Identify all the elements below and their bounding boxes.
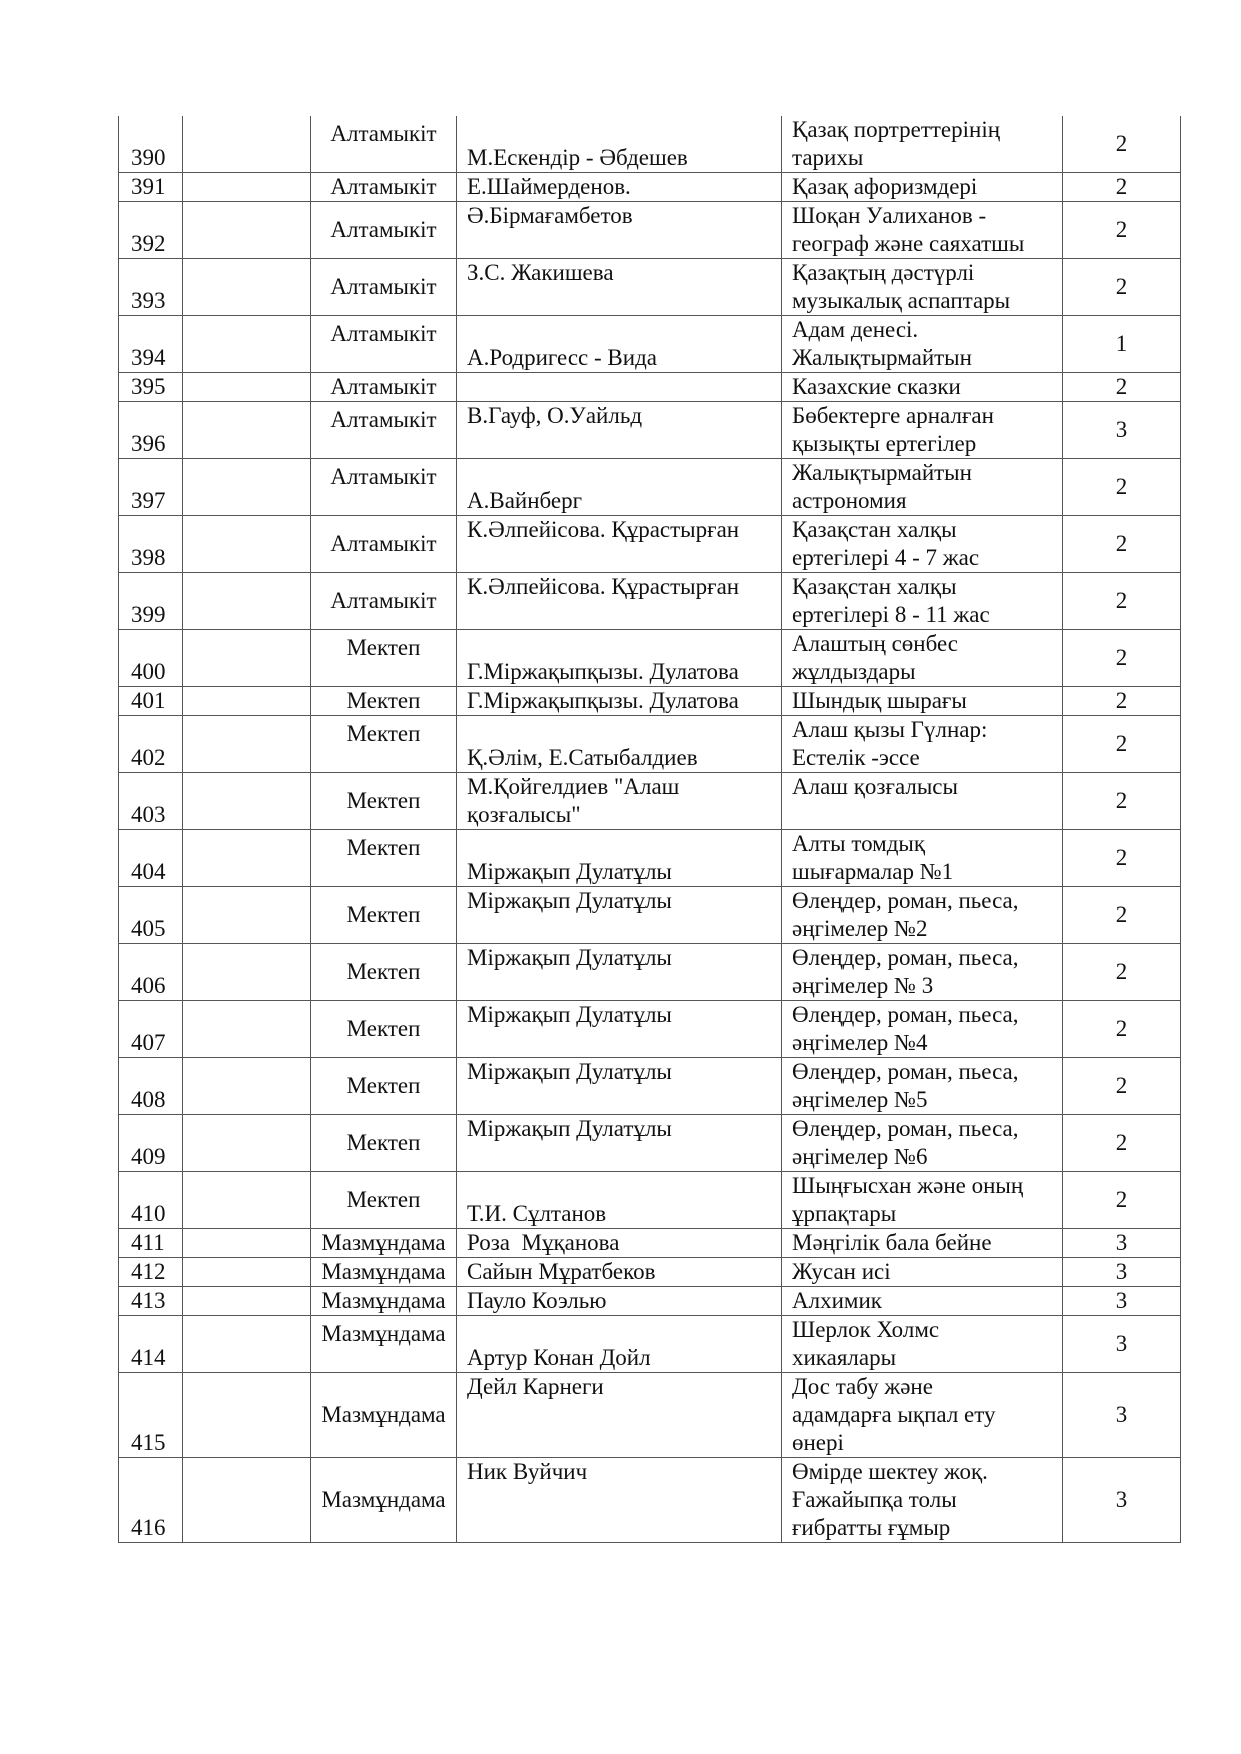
- empty-cell: [183, 173, 311, 202]
- table-row: [119, 1258, 1181, 1287]
- source-cell: Алтамыкіт: [311, 173, 457, 202]
- quantity-cell: 2: [1063, 516, 1181, 573]
- empty-cell: [183, 116, 311, 173]
- source-cell: Мазмұндама: [311, 1458, 457, 1543]
- row-number: 406: [119, 944, 183, 1001]
- row-number: 401: [119, 687, 183, 716]
- title-line: Жалықтырмайтын: [792, 460, 972, 485]
- empty-cell: [183, 1172, 311, 1229]
- book-list-table: [118, 116, 1181, 1543]
- empty-cell: [183, 1287, 311, 1316]
- source-cell: Мектеп: [311, 887, 457, 944]
- title-cell: [782, 716, 1063, 773]
- source-cell: Алтамыкіт: [311, 316, 457, 373]
- author-cell: Г.Міржақыпқызы. Дулатова: [457, 687, 782, 716]
- title-cell: [782, 459, 1063, 516]
- author-cell: Дейл Карнеги: [457, 1373, 782, 1458]
- title-cell: [782, 373, 1063, 402]
- title-cell: [782, 773, 1063, 830]
- source-cell: Мектеп: [311, 687, 457, 716]
- title-line: Қазақстан халқы: [792, 517, 957, 542]
- row-number: 415: [119, 1373, 183, 1458]
- empty-cell: [183, 944, 311, 1001]
- empty-cell: [183, 630, 311, 687]
- row-number: 408: [119, 1058, 183, 1115]
- title-cell: [782, 202, 1063, 259]
- row-number: 398: [119, 516, 183, 573]
- quantity-cell: 3: [1063, 1258, 1181, 1287]
- title-line: қызықты ертегілер: [792, 431, 977, 456]
- source-cell: Мектеп: [311, 773, 457, 830]
- table-row: [119, 1229, 1181, 1258]
- source-cell: Мазмұндама: [311, 1287, 457, 1316]
- title-line: өнері: [792, 1430, 844, 1455]
- empty-cell: [183, 316, 311, 373]
- quantity-cell: 3: [1063, 402, 1181, 459]
- source-cell: Мектеп: [311, 1001, 457, 1058]
- author-cell: З.С. Жакишева: [457, 259, 782, 316]
- title-cell: [782, 630, 1063, 687]
- quantity-cell: 1: [1063, 316, 1181, 373]
- table-row: [119, 1373, 1181, 1458]
- table-row: [119, 1458, 1181, 1543]
- table-row: [119, 687, 1181, 716]
- title-line: Казахские сказки: [792, 374, 961, 399]
- author-cell: Роза Мұқанова: [457, 1229, 782, 1258]
- source-cell: Мектеп: [311, 716, 457, 773]
- source-cell: Мектеп: [311, 830, 457, 887]
- table-row: [119, 1058, 1181, 1115]
- title-cell: [782, 573, 1063, 630]
- title-cell: [782, 1115, 1063, 1172]
- title-line: Өмірде шектеу жоқ.: [792, 1459, 988, 1484]
- table-row: [119, 116, 1181, 173]
- title-line: Бөбектерге арналған: [792, 403, 994, 428]
- source-cell: Алтамыкіт: [311, 116, 457, 173]
- title-line: әңгімелер №2: [792, 916, 928, 941]
- row-number: 396: [119, 402, 183, 459]
- author-cell: В.Гауф, О.Уайльд: [457, 402, 782, 459]
- title-cell: [782, 402, 1063, 459]
- table-row: [119, 716, 1181, 773]
- title-cell: [782, 1001, 1063, 1058]
- title-line: Қазақ афоризмдері: [792, 174, 978, 199]
- table-row: [119, 373, 1181, 402]
- source-cell: Мектеп: [311, 1115, 457, 1172]
- source-cell: Мазмұндама: [311, 1258, 457, 1287]
- empty-cell: [183, 573, 311, 630]
- title-line: әңгімелер №6: [792, 1144, 928, 1169]
- empty-cell: [183, 830, 311, 887]
- table-row: [119, 573, 1181, 630]
- empty-cell: [183, 1001, 311, 1058]
- empty-cell: [183, 1316, 311, 1373]
- quantity-cell: 2: [1063, 687, 1181, 716]
- empty-cell: [183, 1458, 311, 1543]
- table-row: [119, 630, 1181, 687]
- table-row: [119, 1001, 1181, 1058]
- title-cell: [782, 1287, 1063, 1316]
- row-number: 411: [119, 1229, 183, 1258]
- title-cell: [782, 944, 1063, 1001]
- row-number: 391: [119, 173, 183, 202]
- source-cell: Мазмұндама: [311, 1373, 457, 1458]
- title-line: Өлеңдер, роман, пьеса,: [792, 1059, 1019, 1084]
- title-line: ғибратты ғұмыр: [792, 1515, 951, 1540]
- row-number: 394: [119, 316, 183, 373]
- source-cell: Алтамыкіт: [311, 459, 457, 516]
- empty-cell: [183, 459, 311, 516]
- title-line: ертегілері 4 - 7 жас: [792, 545, 980, 570]
- table-row: [119, 1115, 1181, 1172]
- quantity-cell: 2: [1063, 116, 1181, 173]
- empty-cell: [183, 373, 311, 402]
- title-cell: [782, 1316, 1063, 1373]
- title-cell: [782, 1229, 1063, 1258]
- row-number: 414: [119, 1316, 183, 1373]
- table-body: [119, 116, 1181, 1543]
- title-line: астрономия: [792, 488, 907, 513]
- title-cell: [782, 116, 1063, 173]
- table-row: [119, 830, 1181, 887]
- title-line: Қазақтың дәстүрлі: [792, 260, 975, 285]
- quantity-cell: 3: [1063, 1316, 1181, 1373]
- empty-cell: [183, 1229, 311, 1258]
- title-line: Қазақстан халқы: [792, 574, 957, 599]
- author-cell: Міржақып Дулатұлы: [457, 887, 782, 944]
- source-cell: Мазмұндама: [311, 1229, 457, 1258]
- quantity-cell: 2: [1063, 830, 1181, 887]
- title-line: ертегілері 8 - 11 жас: [792, 602, 990, 627]
- title-line: Өлеңдер, роман, пьеса,: [792, 1116, 1019, 1141]
- title-line: Қазақ портреттерінің: [792, 117, 1001, 142]
- row-number: 413: [119, 1287, 183, 1316]
- title-line: Шыңғысхан және оның: [792, 1173, 1024, 1198]
- row-number: 399: [119, 573, 183, 630]
- table-row: [119, 1172, 1181, 1229]
- source-cell: Мектеп: [311, 1172, 457, 1229]
- title-line: Адам денесі.: [792, 317, 919, 342]
- title-cell: [782, 1458, 1063, 1543]
- title-cell: [782, 1172, 1063, 1229]
- table-row: [119, 173, 1181, 202]
- quantity-cell: 2: [1063, 630, 1181, 687]
- title-line: Алаштың сөнбес: [792, 631, 958, 656]
- source-cell: Алтамыкіт: [311, 202, 457, 259]
- row-number: 405: [119, 887, 183, 944]
- row-number: 395: [119, 373, 183, 402]
- row-number: 409: [119, 1115, 183, 1172]
- title-line: адамдарға ықпал ету: [792, 1402, 996, 1427]
- quantity-cell: 3: [1063, 1229, 1181, 1258]
- title-cell: [782, 173, 1063, 202]
- quantity-cell: 2: [1063, 573, 1181, 630]
- title-cell: [782, 316, 1063, 373]
- title-line: Естелік -эссе: [792, 745, 920, 770]
- row-number: 412: [119, 1258, 183, 1287]
- author-cell: Пауло Коэлью: [457, 1287, 782, 1316]
- title-cell: [782, 259, 1063, 316]
- row-number: 400: [119, 630, 183, 687]
- title-line: әңгімелер №5: [792, 1087, 928, 1112]
- author-cell: Т.И. Сұлтанов: [457, 1172, 782, 1229]
- quantity-cell: 2: [1063, 202, 1181, 259]
- title-line: Дос табу және: [792, 1374, 933, 1399]
- source-cell: Мектеп: [311, 1058, 457, 1115]
- quantity-cell: 2: [1063, 773, 1181, 830]
- quantity-cell: 2: [1063, 459, 1181, 516]
- source-cell: Алтамыкіт: [311, 402, 457, 459]
- empty-cell: [183, 516, 311, 573]
- table-row: [119, 516, 1181, 573]
- title-line: ұрпақтары: [792, 1201, 897, 1226]
- title-line: Өлеңдер, роман, пьеса,: [792, 1002, 1019, 1027]
- empty-cell: [183, 687, 311, 716]
- row-number: 404: [119, 830, 183, 887]
- title-cell: [782, 1058, 1063, 1115]
- title-line: шығармалар №1: [792, 859, 954, 884]
- author-cell: Е.Шаймерденов.: [457, 173, 782, 202]
- source-cell: Алтамыкіт: [311, 516, 457, 573]
- table-row: [119, 402, 1181, 459]
- title-line: Жалықтырмайтын: [792, 345, 972, 370]
- title-line: Шындық шырағы: [792, 688, 967, 713]
- row-number: 402: [119, 716, 183, 773]
- row-number: 397: [119, 459, 183, 516]
- author-cell: Г.Міржақыпқызы. Дулатова: [457, 630, 782, 687]
- empty-cell: [183, 716, 311, 773]
- empty-cell: [183, 202, 311, 259]
- author-cell: [457, 373, 782, 402]
- source-cell: Алтамыкіт: [311, 259, 457, 316]
- quantity-cell: 2: [1063, 1058, 1181, 1115]
- title-cell: [782, 1258, 1063, 1287]
- author-cell: М.Қойгелдиев "Алаш қозғалысы": [457, 773, 782, 830]
- title-cell: [782, 1373, 1063, 1458]
- quantity-cell: 3: [1063, 1287, 1181, 1316]
- table-row: [119, 773, 1181, 830]
- empty-cell: [183, 1058, 311, 1115]
- empty-cell: [183, 402, 311, 459]
- author-cell: Қ.Әлім, Е.Сатыбалдиев: [457, 716, 782, 773]
- table-row: [119, 1287, 1181, 1316]
- author-cell: Міржақып Дулатұлы: [457, 830, 782, 887]
- author-cell: Міржақып Дулатұлы: [457, 944, 782, 1001]
- title-line: әңгімелер № 3: [792, 973, 934, 998]
- title-line: Алаш қозғалысы: [792, 774, 958, 799]
- empty-cell: [183, 1115, 311, 1172]
- author-cell: Міржақып Дулатұлы: [457, 1058, 782, 1115]
- title-line: тарихы: [792, 145, 864, 170]
- title-line: Шерлок Холмс: [792, 1317, 940, 1342]
- quantity-cell: 2: [1063, 1115, 1181, 1172]
- title-line: жұлдыздары: [792, 659, 916, 684]
- table-row: [119, 202, 1181, 259]
- quantity-cell: 2: [1063, 716, 1181, 773]
- title-line: Алты томдық: [792, 831, 926, 856]
- row-number: 403: [119, 773, 183, 830]
- table-row: [119, 316, 1181, 373]
- author-cell: М.Ескендір - Әбдешев: [457, 116, 782, 173]
- title-cell: [782, 516, 1063, 573]
- row-number: 392: [119, 202, 183, 259]
- table-row: [119, 944, 1181, 1001]
- empty-cell: [183, 1373, 311, 1458]
- row-number: 407: [119, 1001, 183, 1058]
- author-cell: Артур Конан Дойл: [457, 1316, 782, 1373]
- title-line: хикаялары: [792, 1345, 897, 1370]
- author-cell: Ник Вуйчич: [457, 1458, 782, 1543]
- title-cell: [782, 887, 1063, 944]
- title-line: географ және саяхатшы: [792, 231, 1025, 256]
- title-cell: [782, 830, 1063, 887]
- author-cell: Сайын Мұратбеков: [457, 1258, 782, 1287]
- empty-cell: [183, 887, 311, 944]
- author-cell: К.Әлпейісова. Құрастырған: [457, 573, 782, 630]
- author-cell: Ә.Бірмағамбетов: [457, 202, 782, 259]
- title-line: Мәңгілік бала бейне: [792, 1230, 992, 1255]
- title-line: Өлеңдер, роман, пьеса,: [792, 888, 1019, 913]
- source-cell: Мектеп: [311, 630, 457, 687]
- title-line: Алхимик: [792, 1288, 882, 1313]
- row-number: 410: [119, 1172, 183, 1229]
- author-cell: Міржақып Дулатұлы: [457, 1001, 782, 1058]
- title-line: музыкалық аспаптары: [792, 288, 1011, 313]
- table-row: [119, 887, 1181, 944]
- title-line: Өлеңдер, роман, пьеса,: [792, 945, 1019, 970]
- title-line: Жусан исі: [792, 1259, 891, 1284]
- quantity-cell: 2: [1063, 1001, 1181, 1058]
- author-cell: А.Вайнберг: [457, 459, 782, 516]
- row-number: 393: [119, 259, 183, 316]
- quantity-cell: 2: [1063, 944, 1181, 1001]
- quantity-cell: 2: [1063, 173, 1181, 202]
- author-cell: К.Әлпейісова. Құрастырған: [457, 516, 782, 573]
- empty-cell: [183, 773, 311, 830]
- table-row: [119, 259, 1181, 316]
- title-cell: [782, 687, 1063, 716]
- quantity-cell: 2: [1063, 887, 1181, 944]
- source-cell: Мектеп: [311, 944, 457, 1001]
- row-number: 416: [119, 1458, 183, 1543]
- row-number: 390: [119, 116, 183, 173]
- quantity-cell: 2: [1063, 259, 1181, 316]
- empty-cell: [183, 1258, 311, 1287]
- title-line: Шоқан Уалиханов -: [792, 203, 987, 228]
- table-row: [119, 459, 1181, 516]
- author-cell: Міржақып Дулатұлы: [457, 1115, 782, 1172]
- title-line: Алаш қызы Гүлнар:: [792, 717, 988, 742]
- quantity-cell: 2: [1063, 373, 1181, 402]
- source-cell: Алтамыкіт: [311, 373, 457, 402]
- quantity-cell: 3: [1063, 1458, 1181, 1543]
- source-cell: Алтамыкіт: [311, 573, 457, 630]
- title-line: әңгімелер №4: [792, 1030, 928, 1055]
- title-line: Ғажайыпқа толы: [792, 1487, 957, 1512]
- source-cell: Мазмұндама: [311, 1316, 457, 1373]
- empty-cell: [183, 259, 311, 316]
- quantity-cell: 2: [1063, 1172, 1181, 1229]
- table-row: [119, 1316, 1181, 1373]
- author-cell: А.Родригесс - Вида: [457, 316, 782, 373]
- quantity-cell: 3: [1063, 1373, 1181, 1458]
